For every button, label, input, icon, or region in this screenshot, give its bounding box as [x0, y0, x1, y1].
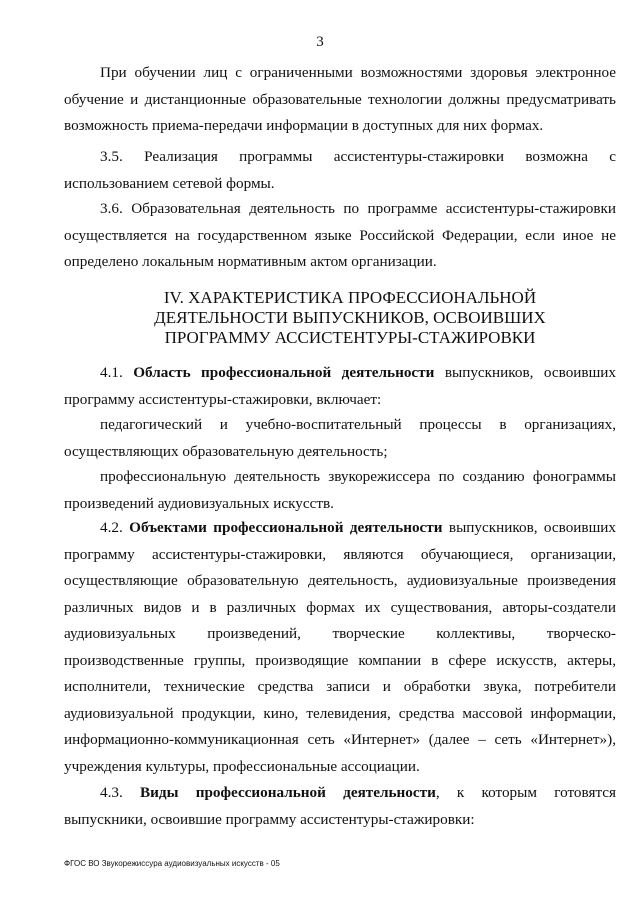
paragraph-4-2: [64, 515, 616, 780]
paragraph-4-1-term: Область профессиональной деятельности: [133, 364, 435, 381]
paragraph-4-3-text: , к которым готовятся выпускники, освоившие программу ассистентуры-стажировки:: [64, 784, 616, 828]
paragraph-distance-learning: При обучении лиц с ограниченными возможностями здоровья электронное обучение и дистанционные образовательные технологии должны предусматривать возможность приема-передачи информации в доступных для них формах.: [64, 64, 616, 134]
paragraph-4-1-number: 4.1.: [100, 364, 134, 381]
section-heading-iv: IV. ХАРАКТЕРИСТИКА ПРОФЕССИОНАЛЬНОЙ ДЕЯТЕЛЬНОСТИ ВЫПУСКНИКОВ, ОСВОИВШИХ ПРОГРАММУ АССИСТЕНТУРЫ-СТАЖИРОВКИ: [154, 288, 546, 347]
page-number: 3: [316, 34, 324, 50]
paragraph-4-3-term: Виды профессиональной деятельности: [140, 784, 436, 801]
paragraph-4-3: [64, 780, 616, 833]
paragraph-4-1-item-sound: профессиональную деятельность звукорежиссера по созданию фонограммы произведений аудиовизуальных искусств.: [64, 468, 616, 512]
paragraph-4-2-term: Объектами профессиональной деятельности: [129, 519, 443, 536]
paragraph-4-3-number: 4.3.: [100, 784, 141, 801]
page-footer: ФГОС ВО Звукорежиссура аудиовизуальных искусств - 05: [64, 859, 280, 868]
paragraph-3-6: 3.6. Образовательная деятельность по программе ассистентуры-стажировки осуществляется на государственном языке Российской Федерации, если иное не определено локальным нормативным актом организации.: [64, 200, 616, 270]
paragraph-4-2-text: выпускников, освоивших программу ассистентуры-стажировки, являются обучающиеся, организации, осуществляющие образовательную деятельность, аудиовизуальные произведения различных видов и в различных формах их существования, авторы-создатели аудиовизуальных произведений, творческие коллективы, творческо-производственные группы, производящие компании в сфере искусств, актеры, исполнители, технические средства записи и обработки звука, потребители аудиовизуальной продукции, кино, телевидения, средства массовой информации, информационно-коммуникационная сеть «Интернет» (далее – сеть «Интернет»), учреждения культуры, профессиональные ассоциации.: [64, 519, 617, 775]
paragraph-4-2-number: 4.2.: [100, 519, 130, 536]
paragraph-4-1: [64, 360, 616, 413]
paragraph-4-1-item-pedagogical: педагогический и учебно-воспитательный процессы в организациях, осуществляющих образовательную деятельность;: [64, 416, 616, 460]
paragraph-4-1-text: выпускников, освоивших программу ассистентуры-стажировки, включает:: [64, 364, 616, 408]
paragraph-3-5: 3.5. Реализация программы ассистентуры-стажировки возможна с использованием сетевой формы.: [64, 148, 616, 192]
